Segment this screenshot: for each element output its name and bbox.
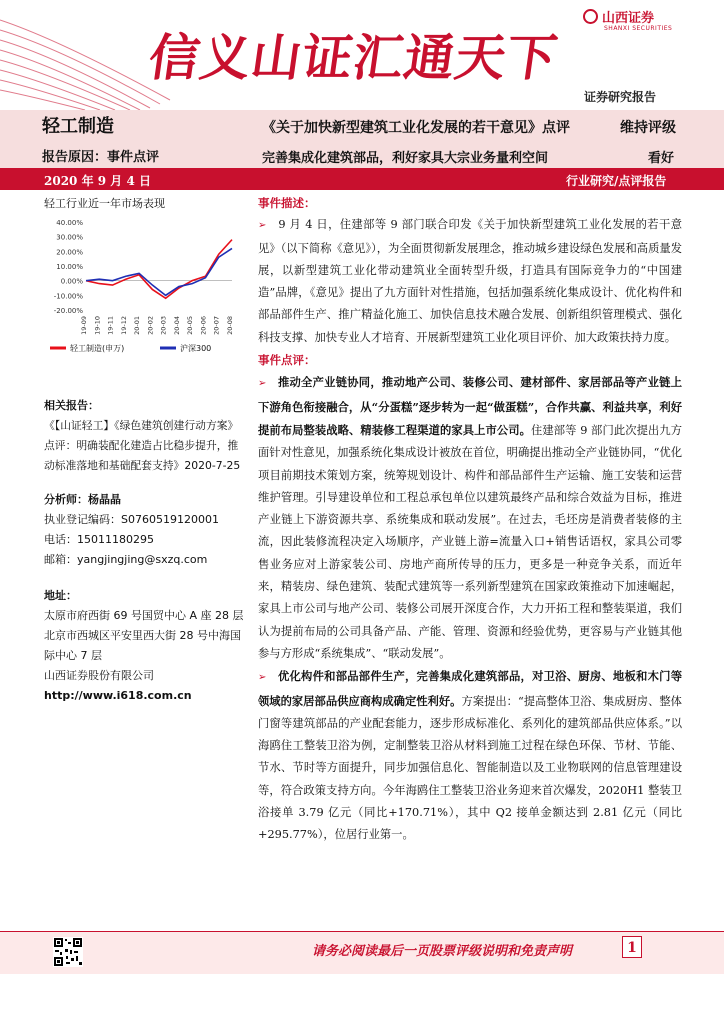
main-content (258, 192, 682, 847)
y-tick-label: -10.00% (53, 292, 83, 301)
y-tick-label: 40.00% (56, 219, 83, 227)
x-tick-label: 19-12 (119, 316, 128, 335)
event-heading: 事件描述： (258, 196, 316, 210)
bullet-triangle-icon: ➢ (258, 672, 267, 684)
x-tick-label: 19-09 (80, 316, 88, 335)
bullet-triangle-icon: ➢ (258, 378, 267, 390)
x-tick-label: 20-05 (186, 316, 195, 335)
industry-label: 轻工制造 (42, 116, 114, 137)
point2-bold: 优化构件和部品部件生产，完善集成化建筑部品，对卫浴、厨房、地板和木门等领域的家居部品供应商构成确定性利好。 (258, 669, 682, 708)
x-tick-label: 20-04 (172, 316, 181, 335)
brand-name: 山西证券 (602, 11, 655, 26)
chart-title: 轻工行业近一年市场表现 (44, 197, 165, 210)
sidebar (44, 388, 246, 706)
analyst-phone: 电话：15011180295 (44, 533, 154, 546)
rating-label: 维持评级 (620, 120, 676, 136)
x-tick-label: 20-01 (133, 316, 142, 335)
y-tick-label: 30.00% (56, 233, 83, 242)
point2-paragraph (258, 665, 682, 846)
legend-label: 轻工制造(申万) (70, 344, 125, 353)
analyst-email[interactable]: 邮箱：yangjingjing@sxzq.com (44, 553, 208, 566)
header-banner (0, 0, 724, 110)
related-report-link[interactable]: 《【山证轻工】《绿色建筑创建行动方案》点评：明确装配化建造占比稳步提升，推动标准落地和基础配套支持》2020-7-25 (44, 419, 241, 472)
analyst-heading: 分析师：杨晶晶 (44, 493, 121, 506)
rating-value: 看好 (648, 151, 675, 166)
legend-label: 沪深300 (180, 344, 212, 353)
company-website[interactable]: http://www.i618.com.cn (44, 689, 192, 702)
market-performance-chart (36, 212, 244, 358)
event-paragraph (258, 214, 682, 349)
report-category: 行业研究/点评报告 (566, 174, 667, 188)
address-heading: 地址： (44, 589, 77, 602)
y-tick-label: 0.00% (60, 277, 83, 286)
brand-name-en: SHANXI SECURITIES (604, 25, 673, 32)
x-tick-label: 20-03 (159, 316, 168, 335)
series-line-hs300 (86, 248, 232, 295)
company-logo-icon (583, 9, 598, 24)
related-reports-heading: 相关报告： (44, 399, 99, 412)
qr-code-icon (53, 937, 83, 967)
bullet-triangle-icon: ➢ (258, 220, 267, 232)
x-tick-label: 20-02 (146, 316, 155, 335)
x-tick-label: 20-06 (199, 316, 208, 335)
disclaimer-text: 请务必阅读最后一页股票评级说明和免责声明 (312, 944, 573, 959)
report-type: 证券研究报告 (584, 90, 657, 104)
report-title: 《关于加快新型建筑工业化发展的若干意见》点评 (262, 120, 570, 136)
address-taiyuan: 太原市府西街 69 号国贸中心 A 座 28 层 (44, 609, 244, 622)
y-tick-label: 20.00% (56, 248, 83, 257)
point2-text: 方案提出：“提高整体卫浴、集成厨房、整体门窗等建筑部品的产业配套能力，逐步形成标准化、系列化的建筑部品供应体系。”以海鸥住工整装卫浴为例，定制整装卫浴从材料到施工过程在绿色环保、节材、节能、节水、节时等方面提升，同步加强信息化、智能制造以及工业物联网的信息管理建设等，符合政策支持方向。今年海鸥住工整装卫浴业务迎来首次爆发，2020H1 整装卫浴接单 3.79 亿元（同比+170.71%），其中 Q2 接单金额达到 2.81 亿元（同比+295.77%），位居行业第一。 (258, 694, 682, 842)
report-reason: 报告原因：事件点评 (42, 150, 160, 165)
report-date: 2020 年 9 月 4 日 (44, 174, 151, 188)
page-number: 1 (622, 936, 642, 958)
x-tick-label: 19-11 (106, 316, 115, 335)
y-tick-label: 10.00% (56, 263, 83, 271)
x-tick-label: 19-10 (93, 316, 102, 335)
x-tick-label: 20-08 (226, 316, 234, 335)
address-beijing: 北京市西城区平安里西大街 28 号中海国际中心 7 层 (44, 629, 241, 662)
slogan: 信义山证汇通天下 (145, 28, 562, 87)
y-tick-label: -20.00% (53, 307, 83, 315)
comment-heading: 事件点评： (258, 353, 316, 368)
point1-text: 住建部等 9 部门此次提出九方面针对性意见，加强系统化集成设计被放在首位，明确提出推动全产业链协同，“优化项目前期技术策划方案，统筹规划设计、构件和部品部件生产运输、施工安装和运营维护管理。引导建设单位和工程总承包单位以建筑最终产品和综合效益为目标，推进产业链上下游资源共享、系统集成和联动发展”。在过去，毛坯房是消费者装修的主流，因此装修流程决定入场顺序，产业链上游=流量入口+销售话语权，家具公司零售业务应对上游家装公司、房地产商所传导的压力，更多是一种竞争关系，而近年来，精装房、绿色建筑、装配式建筑等一系列新型建筑在国家政策推动下加速崛起，家具上市公司与地产公司、装修公司展开深度合作，大力开拓工程和整装渠道，我们认为提前布局的公司具备产品、产能、管理、资源和经验优势，更容易与产业链其他参与方形成“系统集成”、“联动发展”。 (258, 423, 682, 660)
report-subtitle: 完善集成化建筑部品，利好家具大宗业务量利空间 (262, 151, 549, 166)
point1-paragraph (258, 371, 682, 665)
x-tick-label: 20-07 (212, 316, 221, 335)
company-name: 山西证券股份有限公司 (44, 669, 154, 682)
event-text: 9 月 4 日，住建部等 9 部门联合印发《关于加快新型建筑工业化发展的若干意见》（以下简称《意见》），为全面贯彻新发展理念，推动城乡建设绿色发展和高质量发展，以新型建筑工业化带动建筑业全面转型升级，打造具有国际竞争力的“中国建造”品牌，《意见》提出了九方面针对性措施，包括加强系统化集成设计、优化构件和部品部件生产、推广精益化施工、加快信息技术融合发展、创新组织管理模式、强化科技支撑、加快专业人才培育、开展新型建筑工业化项目评价、加大政策扶持力度。 (258, 218, 682, 344)
analyst-license: 执业登记编码：S0760519120001 (44, 513, 219, 526)
point1-bold: 推动全产业链协同，推动地产公司、装修公司、建材部件、家居部品等产业链上下游角色衔接融合，从“分蛋糕”逐步转为一起“做蛋糕”，合作共赢、利益共享，利好提前布局整装战略、精装修工程渠道的家具上市公司。 (258, 375, 682, 437)
